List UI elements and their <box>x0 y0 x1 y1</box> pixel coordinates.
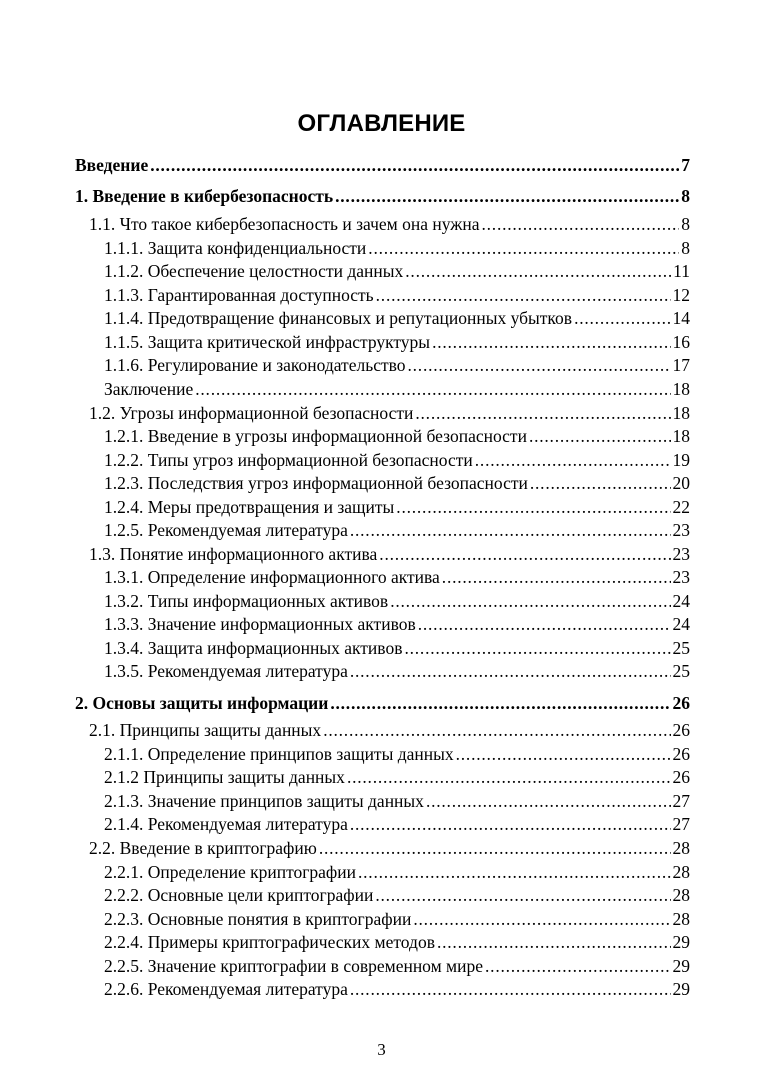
toc-entry-page: 16 <box>672 332 690 352</box>
toc-leader-dots <box>319 837 671 859</box>
toc-leader-dots <box>408 354 671 376</box>
toc-entry-page: 29 <box>672 932 690 952</box>
toc-entry[interactable] <box>104 378 690 400</box>
toc-entry-page: 23 <box>672 520 690 540</box>
toc-entry-page: 8 <box>681 214 690 234</box>
toc-leader-dots <box>390 590 670 612</box>
toc-leader-dots <box>529 425 671 447</box>
toc-entry-page: 26 <box>672 720 690 740</box>
toc-entry-title: 1.2. Угрозы информационной безопасности <box>89 403 414 423</box>
toc-entry-page: 29 <box>672 979 690 999</box>
toc-entry[interactable] <box>104 354 690 376</box>
toc-entry-title: 1.1.3. Гарантированная доступность <box>104 285 374 305</box>
toc-entry-page: 28 <box>672 838 690 858</box>
toc-entry-page: 8 <box>681 238 690 258</box>
toc-entry-title: 1.1.4. Предотвращение финансовых и репутационных убытков <box>104 308 573 328</box>
toc-leader-dots <box>350 660 671 682</box>
toc-entry-page: 8 <box>681 186 690 206</box>
toc-leader-dots <box>335 185 679 207</box>
toc-entry-title: 1.1.1. Защита конфиденциальности <box>104 238 367 258</box>
toc-entry-page: 28 <box>672 909 690 929</box>
toc-entry-page: 12 <box>672 285 690 305</box>
toc-leader-dots <box>375 884 670 906</box>
toc-leader-dots <box>195 378 670 400</box>
toc-entry-page: 23 <box>672 544 690 564</box>
toc-entry-title: 1.3. Понятие информационного актива <box>89 544 378 564</box>
toc-entry[interactable] <box>104 861 690 883</box>
toc-leader-dots <box>358 861 671 883</box>
toc-leader-dots <box>426 790 671 812</box>
toc-entry-page: 27 <box>672 814 690 834</box>
toc-entry[interactable] <box>104 813 690 835</box>
toc-entry-title: 1.3.2. Типы информационных активов <box>104 591 389 611</box>
toc-entry-page: 26 <box>672 693 690 713</box>
toc-entry[interactable] <box>104 307 690 329</box>
toc-leader-dots <box>350 813 671 835</box>
toc-entry-page: 28 <box>672 885 690 905</box>
toc-leader-dots <box>404 637 670 659</box>
toc-entry[interactable] <box>104 472 690 494</box>
toc-entry-page: 14 <box>672 308 690 328</box>
toc-entry-title: 1.2.1. Введение в угрозы информационной безопасности <box>104 426 527 446</box>
toc-entry[interactable] <box>104 790 690 812</box>
page-title: ОГЛАВЛЕНИЕ <box>297 110 466 137</box>
toc-entry-page: 25 <box>672 661 690 681</box>
toc-leader-dots <box>379 543 670 565</box>
toc-entry-title: 2.1.4. Рекомендуемая литература <box>104 814 348 834</box>
toc-leader-dots <box>350 519 671 541</box>
toc-entry-title: 2.1.2 Принципы защиты данных <box>104 767 345 787</box>
toc-entry-title: Заключение <box>104 379 194 399</box>
toc-entry[interactable] <box>104 590 690 612</box>
toc-leader-dots <box>330 692 670 714</box>
toc-entry[interactable] <box>104 613 690 635</box>
toc-leader-dots <box>485 955 670 977</box>
toc-leader-dots <box>350 978 671 1000</box>
toc-entry-page: 29 <box>672 956 690 976</box>
toc-entry[interactable] <box>104 766 690 788</box>
toc-entry[interactable] <box>104 660 690 682</box>
toc-entry-title: 1.3.1. Определение информационного актива <box>104 567 440 587</box>
toc-entry-title: 1.3.3. Значение информационных активов <box>104 614 416 634</box>
toc-entry[interactable] <box>104 237 690 259</box>
toc-entry[interactable] <box>89 402 690 424</box>
toc-entry[interactable] <box>104 908 690 930</box>
toc-entry-page: 26 <box>672 744 690 764</box>
toc-entry-title: 2.2.6. Рекомендуемая литература <box>104 979 348 999</box>
toc-entry-page: 18 <box>672 403 690 423</box>
toc-leader-dots <box>482 213 680 235</box>
toc-leader-dots <box>437 931 671 953</box>
toc-entry-page: 25 <box>672 638 690 658</box>
toc-entry[interactable] <box>104 449 690 471</box>
toc-entry-page: 22 <box>672 497 690 517</box>
toc-entry-title: 1.1.2. Обеспечение целостности данных <box>104 261 404 281</box>
toc-entry[interactable] <box>89 719 690 741</box>
toc-leader-dots <box>456 743 671 765</box>
toc-entry-page: 18 <box>672 379 690 399</box>
toc-entry-title: 1. Введение в кибербезопасность <box>75 186 334 206</box>
toc-entry[interactable] <box>75 692 690 714</box>
toc-entry-title: 2.2.1. Определение криптографии <box>104 862 356 882</box>
toc-entry-title: 2.2.4. Примеры криптографических методов <box>104 932 435 952</box>
toc-entry-title: 1.3.4. Защита информационных активов <box>104 638 403 658</box>
toc-leader-dots <box>368 237 679 259</box>
toc-entry-page: 17 <box>672 355 690 375</box>
toc-entry-title: 2.1. Принципы защиты данных <box>89 720 322 740</box>
toc-leader-dots <box>347 766 671 788</box>
toc-entry-page: 27 <box>672 791 690 811</box>
toc-entry-title: 1.1. Что такое кибербезопасность и зачем она нужна <box>89 214 480 234</box>
toc-entry[interactable] <box>104 978 690 1000</box>
toc-entry[interactable] <box>89 837 690 859</box>
toc-leader-dots <box>405 260 671 282</box>
toc-leader-dots <box>574 307 670 329</box>
toc-entry-title: 2.1.3. Значение принципов защиты данных <box>104 791 424 811</box>
toc-entry[interactable] <box>75 185 690 207</box>
toc-leader-dots <box>432 331 670 353</box>
toc-entry-title: 1.3.5. Рекомендуемая литература <box>104 661 348 681</box>
toc-leader-dots <box>415 402 670 424</box>
toc-entry-title: 2.2.3. Основные понятия в криптографии <box>104 909 412 929</box>
toc-leader-dots <box>323 719 670 741</box>
toc-entry[interactable] <box>104 743 690 765</box>
toc-entry[interactable] <box>89 213 690 235</box>
toc-entry[interactable] <box>104 425 690 447</box>
toc-entry[interactable] <box>89 543 690 565</box>
toc-entry[interactable] <box>75 154 690 176</box>
toc-entry-title: 2.2. Введение в криптографию <box>89 838 317 858</box>
toc-leader-dots <box>418 613 671 635</box>
toc-entry-title: 2.2.5. Значение криптографии в современном мире <box>104 956 484 976</box>
toc-entry[interactable] <box>104 566 690 588</box>
toc-entry-page: 20 <box>672 473 690 493</box>
toc-entry-page: 11 <box>673 261 690 281</box>
toc-leader-dots <box>376 284 671 306</box>
toc-entry-page: 23 <box>672 567 690 587</box>
toc-entry-title: 2. Основы защиты информации <box>75 693 329 713</box>
toc-entry-title: Введение <box>75 155 149 175</box>
toc-entry[interactable] <box>104 931 690 953</box>
toc-entry-page: 28 <box>672 862 690 882</box>
toc-entry[interactable] <box>104 331 690 353</box>
toc-entry-title: 1.2.3. Последствия угроз информационной безопасности <box>104 473 528 493</box>
toc-entry[interactable] <box>104 260 690 282</box>
toc-entry[interactable] <box>104 496 690 518</box>
toc-entry-title: 2.1.1. Определение принципов защиты данных <box>104 744 454 764</box>
page-number: 3 <box>377 1040 386 1059</box>
toc-entry[interactable] <box>104 955 690 977</box>
toc-entry-page: 19 <box>672 450 690 470</box>
toc-entry-title: 1.2.4. Меры предотвращения и защиты <box>104 497 395 517</box>
toc-leader-dots <box>413 908 670 930</box>
toc-entry[interactable] <box>104 519 690 541</box>
toc-entry-page: 18 <box>672 426 690 446</box>
toc-leader-dots <box>475 449 671 471</box>
toc-entry-page: 24 <box>672 591 690 611</box>
toc-leader-dots <box>396 496 670 518</box>
toc-entry[interactable] <box>104 884 690 906</box>
toc-entry-title: 1.1.5. Защита критической инфраструктуры <box>104 332 431 352</box>
toc-entry[interactable] <box>104 284 690 306</box>
toc-entry-page: 24 <box>672 614 690 634</box>
toc-entry-title: 2.2.2. Основные цели криптографии <box>104 885 374 905</box>
toc-leader-dots <box>530 472 671 494</box>
toc-entry-page: 7 <box>681 155 690 175</box>
toc-entry-page: 26 <box>672 767 690 787</box>
toc-entry-title: 1.2.5. Рекомендуемая литература <box>104 520 348 540</box>
toc-entry-title: 1.2.2. Типы угроз информационной безопасности <box>104 450 473 470</box>
toc-leader-dots <box>150 154 679 176</box>
toc-leader-dots <box>442 566 671 588</box>
toc-entry-title: 1.1.6. Регулирование и законодательство <box>104 355 406 375</box>
toc-entry[interactable] <box>104 637 690 659</box>
